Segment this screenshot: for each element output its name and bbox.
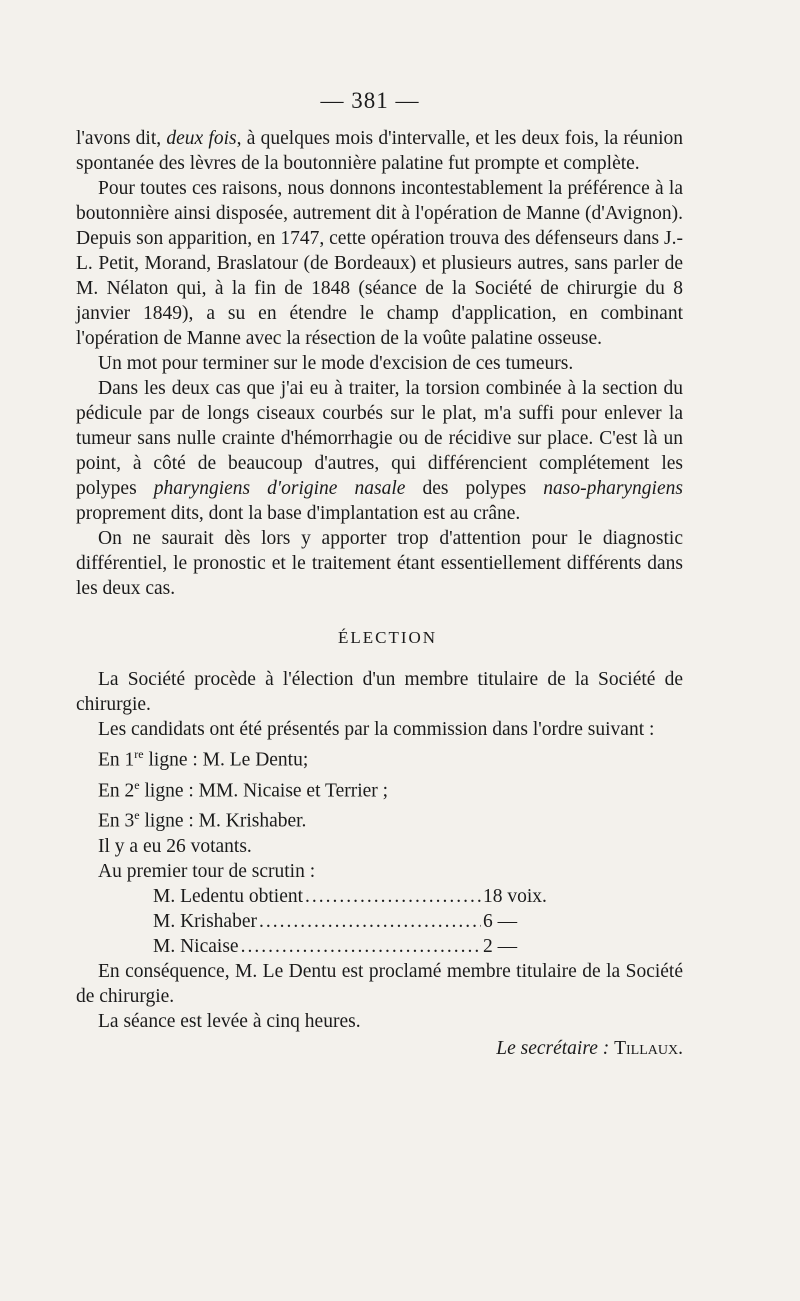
line-text: En 2: [98, 780, 135, 801]
paragraph-text: , à quelques mois d'intervalle, et les deux fois, la réunion spontanée des lèvres de la boutonnière palatine fut prompte et complète.: [76, 128, 683, 174]
line-text: ligne : MM. Nicaise et Terrier ;: [139, 780, 389, 801]
paragraph-excision: Un mot pour terminer sur le mode d'excision de ces tumeurs.: [98, 353, 574, 374]
paragraph-continuation: [76, 126, 683, 176]
premier-tour-line: Au premier tour de scrutin :: [98, 860, 316, 882]
vote-count: 18 voix.: [483, 885, 547, 907]
paragraph-text: l'avons dit,: [76, 128, 167, 149]
paragraph-torsion: [76, 376, 683, 526]
line-text: ligne : M. Krishaber.: [139, 810, 307, 832]
dot-leader: [241, 934, 481, 959]
dot-leader: [305, 884, 481, 909]
paragraph-candidates: Les candidats ont été présentés par la commission dans l'ordre suivant :: [98, 719, 655, 740]
ordinal-suffix: e: [134, 808, 140, 822]
paragraph-election-intro: La Société procède à l'élection d'un membre titulaire de la Société de chirurgie.: [76, 669, 683, 715]
candidate-line-2: [76, 773, 683, 804]
emphasis-text: naso-pharyngiens: [543, 478, 683, 499]
body-text: [76, 126, 683, 1061]
vote-results: [76, 884, 683, 959]
vote-row: [76, 934, 573, 959]
line-text: En 1: [98, 749, 135, 771]
section-heading: ÉLECTION: [337, 628, 438, 647]
candidate-line-3: [76, 803, 683, 834]
paragraph-text: Dans les deux cas que j'ai eu à traiter, la torsion combinée à la section du pédicule par de longs ciseaux courbés sur le plat, m'a suffi pour enlever la tumeur sans nulle crainte d'hémorrhagie ou de récidive sur place. C'est là un point, à côté de beaucoup d'autres, qui différencient complétement les polypes: [76, 378, 683, 499]
vote-row: [76, 909, 573, 934]
page-number: — 381 —: [320, 88, 420, 113]
paragraph-consequence: En conséquence, M. Le Dentu est proclamé membre titulaire de la Société de chirurgie.: [76, 960, 683, 1007]
votants-line: Il y a eu 26 votants.: [98, 835, 252, 857]
signature: [76, 1036, 683, 1061]
dot-leader: [259, 909, 481, 934]
paragraph-diagnostic: On ne saurait dès lors y apporter trop d'attention pour le diagnostic différentiel, le pronostic et le traitement étant essentiellement différents dans les deux cas.: [76, 528, 683, 599]
ordinal-suffix: e: [134, 777, 140, 792]
vote-row: [76, 884, 573, 909]
paragraph-text: proprement dits, dont la base d'implantation est au crâne.: [76, 503, 521, 524]
emphasis-text: pharyngiens d'origine nasale: [153, 478, 406, 499]
vote-candidate: M. Ledentu obtient: [153, 885, 304, 907]
paragraph-levee: La séance est levée à cinq heures.: [98, 1010, 361, 1032]
ordinal-suffix: re: [134, 747, 144, 761]
vote-candidate: M. Nicaise: [153, 935, 239, 957]
signature-role: Le secrétaire :: [496, 1037, 610, 1059]
vote-count: 2 —: [483, 935, 518, 957]
line-text: ligne : M. Le Dentu;: [143, 749, 309, 771]
vote-candidate: M. Krishaber: [153, 910, 257, 932]
vote-count: 6 —: [483, 910, 518, 932]
candidate-line-1: [76, 742, 683, 773]
paragraph-text: des polypes: [405, 478, 544, 499]
signature-name: Tillaux.: [614, 1037, 683, 1059]
emphasis-text: deux fois: [166, 128, 237, 149]
line-text: En 3: [98, 810, 135, 832]
paragraph-manne: Pour toutes ces raisons, nous donnons incontestablement la préférence à la boutonnière ainsi disposée, autrement dit à l'opération de Manne (d'Avignon). Depuis son apparition, en 1747, cette opération trouva des défenseurs dans J.-L. Petit, Morand, Braslatour (de Bordeaux) et plusieurs autres, sans parler de M. Nélaton qui, à la fin de 1848 (séance de la Société de chirurgie du 8 janvier 1849), a su en étendre le champ d'application, en combinant l'opération de Manne avec la résection de la voûte palatine osseuse.: [76, 178, 683, 349]
